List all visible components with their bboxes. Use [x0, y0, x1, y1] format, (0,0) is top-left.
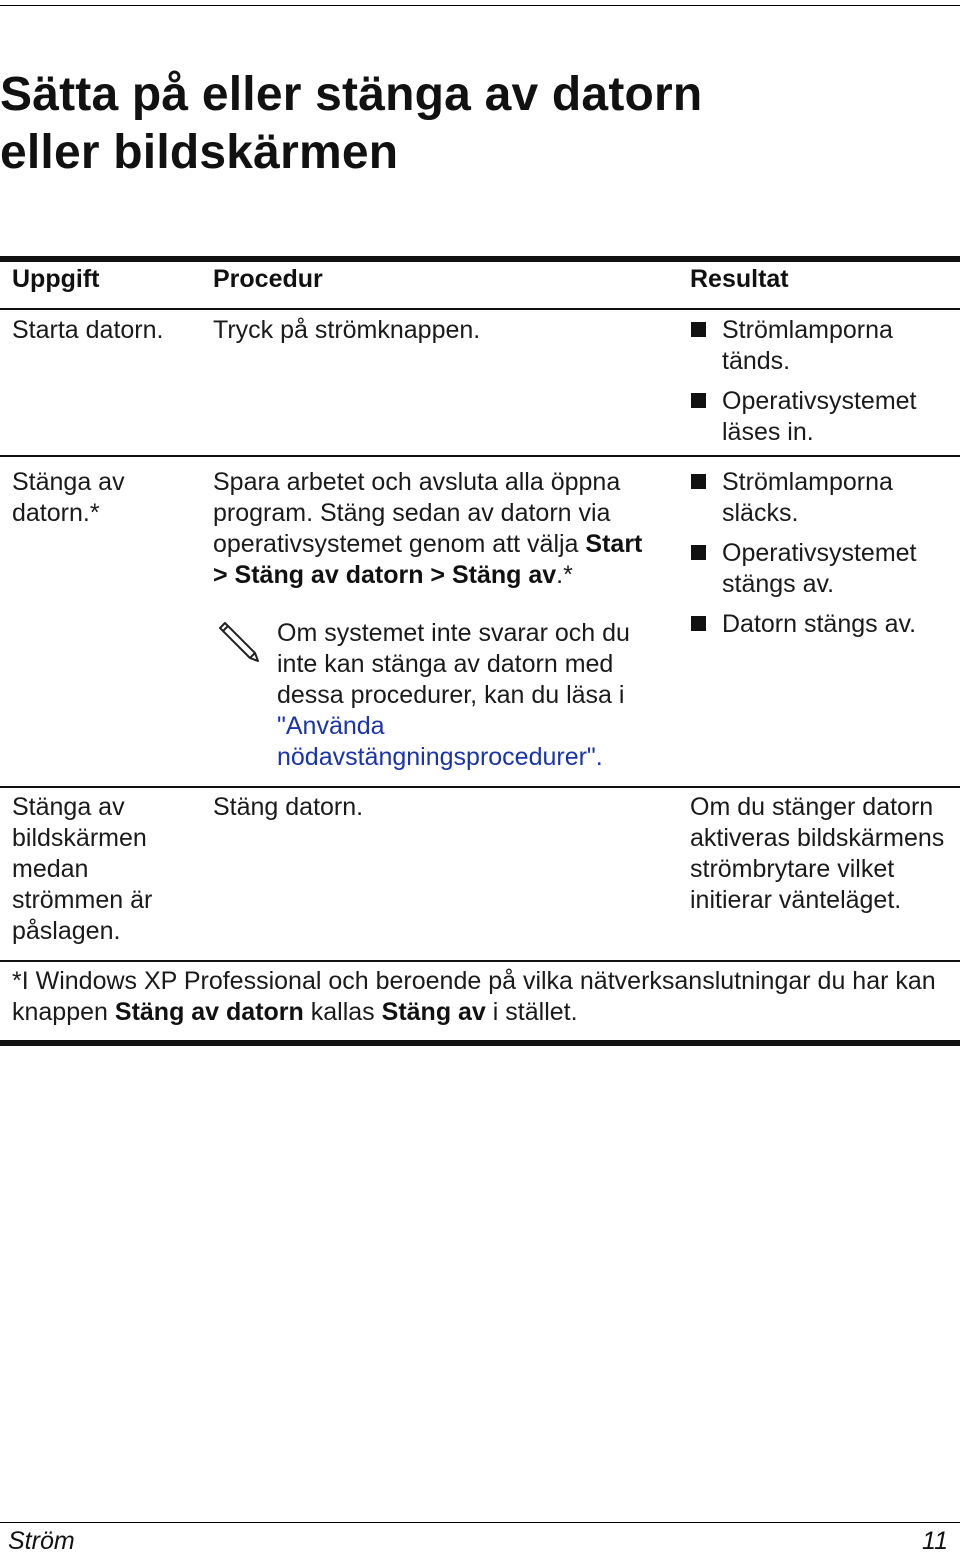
- title-line-1: Sätta på eller stänga av datorn: [0, 68, 703, 121]
- table-bottom-rule: [0, 1040, 960, 1046]
- bullet-square-icon: [691, 393, 706, 408]
- bullet-square-icon: [691, 616, 706, 631]
- list-item: Operativsystemet stängs av.: [690, 538, 960, 600]
- top-rule: [0, 5, 960, 6]
- row1-results: [690, 315, 960, 457]
- row2-procedure: Spara arbetet och avsluta alla öppna program. Stäng sedan av datorn via operativsystemet genom att välja Start > Stäng av datorn > Stäng av.*: [213, 468, 643, 589]
- row3-result: Om du stänger datorn aktiveras bildskärmens strömbrytare vilket initierar vänteläget.: [690, 793, 945, 914]
- note-text: Om systemet inte svarar och du inte kan stänga av datorn med dessa procedurer, kan du läsa i "Använda nödavstängningsprocedurer".: [277, 619, 630, 771]
- page-number: 11: [922, 1527, 948, 1555]
- list-item: Strömlamporna släcks.: [690, 467, 960, 529]
- footnote: *I Windows XP Professional och beroende på vilka nätverksanslutningar du har kan knappen Stäng av datorn kallas Stäng av i stället.: [12, 967, 936, 1026]
- row1-procedure: Tryck på strömknappen.: [213, 316, 481, 344]
- page-title: [0, 66, 960, 182]
- row3-procedure: Stäng datorn.: [213, 793, 364, 821]
- list-item: Strömlamporna tänds.: [690, 315, 960, 377]
- header-rule: [0, 308, 960, 310]
- row3-rule: [0, 960, 960, 962]
- row1-task: Starta datorn.: [12, 316, 164, 344]
- bullet-square-icon: [691, 474, 706, 489]
- bullet-square-icon: [691, 545, 706, 560]
- row2-results: [690, 467, 960, 649]
- row3-task: Stänga av bildskärmen medan strömmen är påslagen.: [12, 793, 153, 945]
- header-task: Uppgift: [12, 265, 100, 293]
- list-item: Datorn stängs av.: [690, 609, 960, 640]
- pencil-note-icon: [214, 618, 262, 666]
- row2-task: Stänga av datorn.*: [12, 468, 125, 527]
- title-line-2: eller bildskärmen: [0, 126, 399, 179]
- bullet-square-icon: [691, 322, 706, 337]
- menu-path: Start > Stäng av datorn > Stäng av: [213, 530, 643, 589]
- emergency-shutdown-link[interactable]: "Använda nödavstängningsprocedurer".: [277, 712, 603, 771]
- header-procedure: Procedur: [213, 265, 323, 293]
- row2-rule: [0, 786, 960, 788]
- footer-rule: [0, 1522, 960, 1523]
- list-item: Operativsystemet läses in.: [690, 386, 960, 448]
- table-top-rule: [0, 256, 960, 262]
- footer-section: Ström: [8, 1527, 75, 1555]
- header-result: Resultat: [690, 265, 789, 293]
